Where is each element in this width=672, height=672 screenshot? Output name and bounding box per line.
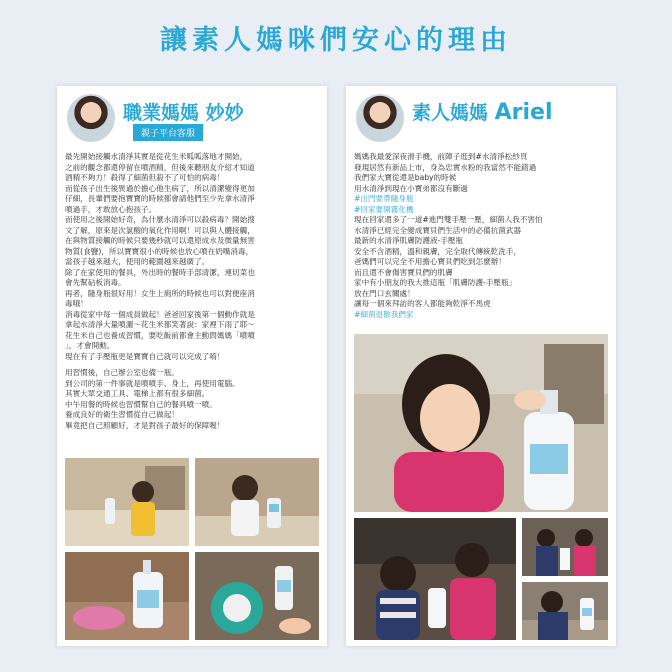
avatar xyxy=(356,94,404,142)
text-line: 我們家大寶從還是baby的時候 xyxy=(354,173,457,182)
photo-girl-pump-bottle xyxy=(354,334,608,512)
photo-boy-hands xyxy=(522,582,608,640)
text-line: 」，才會開動。 xyxy=(65,341,115,350)
photo-pump-bottle xyxy=(65,552,189,640)
text-line: 噴過手，才敢放心抱孩子。 xyxy=(65,204,157,214)
text-line: 而且還不會傷害寶貝們的肌膚 xyxy=(354,267,453,277)
testimonial-card-right xyxy=(346,86,616,646)
text-line: 用水清淨到現在小寶弟都沒有斷過 xyxy=(354,183,468,193)
text-line: 水清淨已經完全變成寶貝們生活中的必備抗菌武器 xyxy=(354,225,522,235)
text-line: 安全不含酒精，溫和親膚，完全取代傳統乾洗手， xyxy=(354,246,522,256)
text-line: 毒哦！ xyxy=(65,299,88,308)
card-header xyxy=(346,86,616,146)
text-line: 最先開始接觸水清淨其實是從花生米呱呱落地才開始， xyxy=(65,152,248,161)
text-line: 在與物質接觸的時候只要幾秒就可以還原成水及微量無害 xyxy=(65,236,255,245)
text-line: 除了在家使用的餐具，外出時的餐時手部清潔，連切菜也 xyxy=(65,267,255,277)
text-line: 用習慣後，自己辦公室也備一瓶。 xyxy=(65,368,179,377)
text-line: 文了解，原來是次氯酸的氧化作用啊！可以與人體接觸， xyxy=(65,225,255,235)
text-line: 到公司的第一件事就是噴噴手、身上，再使用電腦。 xyxy=(65,378,240,388)
testimonial-card-left xyxy=(57,86,327,646)
photo-kids-bottle-small xyxy=(522,518,608,576)
hashtag-line: #細菌退散我們家 xyxy=(354,309,414,319)
author-role-badge: 親子平台客服 xyxy=(133,124,203,141)
text-line: 最新的水清淨肌膚防護液-手壓瓶 xyxy=(354,236,464,245)
testimonial-text xyxy=(65,152,321,431)
photo-child-bottle xyxy=(195,458,319,546)
text-line: 放在門口玄關處！ xyxy=(354,288,415,298)
text-line: 現在回家還多了一道#進門雙手壓一壓，細菌人我不害怕 xyxy=(354,215,543,224)
avatar xyxy=(67,94,115,142)
text-line: 家中有小朋友的我大推這瓶「肌膚防護-手壓瓶」 xyxy=(354,278,517,287)
text-line: 拿起水清淨大量噴灑～花生米都笑著說：家裡下雨了耶～ xyxy=(65,320,255,329)
author-name-en: Ariel xyxy=(494,100,553,125)
photo-child-washing xyxy=(65,458,189,546)
text-line: 讓每一個來拜訪的客人都能夠乾淨不馬虎 xyxy=(354,299,491,308)
text-line: 養成良好的衛生習慣從自己做起！ xyxy=(65,410,179,419)
text-line: 而從孩子出生後異過於擔心他生病了，所以清潔變得更加 xyxy=(65,183,255,193)
author-name xyxy=(412,98,553,125)
text-line: 現在有了手壓瓶更是寶寶自己就可以完成了唷！ xyxy=(65,351,225,361)
text-line: 中午用餐的時候也習慣幫自己的餐具噴一噴。 xyxy=(65,399,217,409)
author-name: 職業媽媽 妙妙 xyxy=(123,102,244,124)
text-line: 花生米自己也養成習慣，要吃飯前都會主動問媽媽「噴噴 xyxy=(65,330,255,340)
text-line: 當孩子越來越大，使用的範圍越來越廣了。 xyxy=(65,257,210,266)
testimonial-text xyxy=(354,152,610,320)
text-line: 媽媽我最愛深夜滑手機，前陣子逛到#水清淨松紗頁 xyxy=(354,152,528,161)
text-line: 仔細，長輩們要抱寶寶的時候都會請他們至少先拿水清淨 xyxy=(65,194,255,203)
text-line: 發現居然有新品上市，身為忠實水粉的我當然不能錯過 xyxy=(354,162,537,172)
photo-spray-dishes xyxy=(195,552,319,640)
text-line: 其實大眾交通工具、電梯上都有很多細菌。 xyxy=(65,389,210,398)
text-line: 之前的觀念都還停留在噴酒精，但後來聽朋友介紹才知道 xyxy=(65,162,255,172)
hashtag-line: #出門要帶隨身瓶 xyxy=(354,194,414,203)
text-line: 會先幫砧板消毒。 xyxy=(65,278,126,287)
text-line: 爸媽們可以完全不用擔心寶貝們吃到怎麼辦！ xyxy=(354,257,506,266)
text-line: 酒精不夠力！殺得了細菌但殺不了可怕的病毒！ xyxy=(65,173,225,182)
text-line: 物質(食鹽)，所以寶寶很小的時候也放心噴在奶嘴消毒， xyxy=(65,246,254,256)
card-header xyxy=(57,86,327,146)
text-line: 再者，隨身瓶很好用！女生上廁所的時候也可以對便座消 xyxy=(65,288,255,298)
text-line: 消毒從家中每一個成員做起！爸爸回家後第一個動作就是 xyxy=(65,309,255,319)
author-name-zh: 素人媽媽 xyxy=(412,102,489,124)
hashtag-line: #回家要開霧化機 xyxy=(354,204,414,214)
text-line: 畢竟把自己照顧好，才是對孩子最好的保障喔！ xyxy=(65,420,225,430)
photo-kids-pumping xyxy=(354,518,516,640)
text-line: 而使用之後開始好奇，為什麼水清淨可以殺病毒？開始搜 xyxy=(65,215,255,224)
page-title: 讓素人媽咪們安心的理由 xyxy=(160,25,512,56)
